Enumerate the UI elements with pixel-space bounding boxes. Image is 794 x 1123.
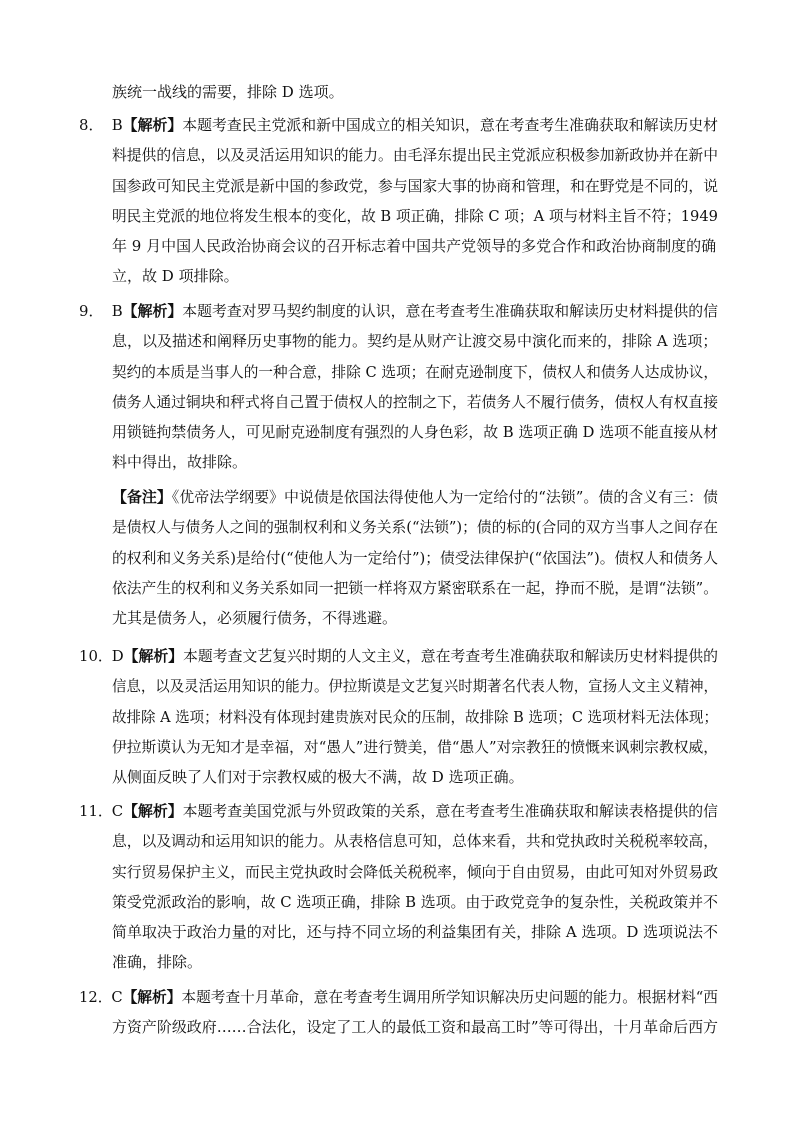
text-line [79, 826, 727, 856]
text-line [79, 417, 733, 447]
answer-12 [79, 982, 731, 1043]
text-line: 《优帝法学纲要》中说债是依国法得使他人为一定给付的“法锁”。债的含义有三：债 [171, 488, 719, 506]
text-line [79, 387, 733, 417]
text-line [79, 947, 727, 977]
text-line: 实行贸易保护主义，而民主党执政时会降低关税税率，倾向于自由贸易，由此可知对外贸易政 [112, 862, 718, 881]
text-line: 的权利和义务关系)是给付(“使他人为一定给付”)；债受法律保护(“依国法”)。债权人和债务人 [112, 548, 718, 567]
text-line [79, 326, 733, 356]
text-line [79, 702, 742, 732]
answer-letter: C [111, 802, 124, 820]
answer-letter: B [111, 302, 123, 320]
text-line: 方资产阶级政府……合法化，设定了工人的最低工资和最高工时”等可得出，十月革命后西方 [112, 1018, 718, 1037]
text-line: 本题考查民主党派和新中国成立的相关知识，意在考查考生准确获取和解读历史材 [182, 116, 719, 134]
text-line [79, 447, 733, 477]
text-line: 立，故 D 项排除。 [112, 267, 239, 286]
text-line: 债务人通过铜块和秤式将自己置于债权人的控制之下，若债务人不履行债务，债权人有权直接 [112, 392, 718, 411]
text-line: 伊拉斯谟认为无知才是幸福，对“愚人”进行赞美，借“愚人”对宗教狂的愤慨来讽刺宗教权威， [112, 737, 718, 756]
analysis-tag: 【解析】 [123, 647, 184, 665]
q7-continuation [112, 77, 344, 107]
answer-9 [79, 296, 733, 478]
text-line: 国参政可知民主党派是新中国的参政党，参与国家大事的协商和管理，和在野党是不同的，说 [112, 176, 718, 195]
text-line: 本题考查文艺复兴时期的人文主义，意在考查考生准确获取和解读历史材料提供的 [183, 647, 719, 665]
answer-letter: B [111, 116, 123, 134]
text-line: 息，以及调动和运用知识的能力。从表格信息可知，总体来看，共和党执政时关税税率较高， [112, 832, 718, 851]
text-line: 简单取决于政治力量的对比，还与持不同立场的利益集团有关，排除 A 选项。D 选项说法不 [112, 923, 718, 942]
analysis-tag: 【解析】 [122, 988, 182, 1006]
text-line [79, 917, 727, 947]
text-line [79, 140, 732, 170]
text-line [79, 732, 742, 762]
text-line: 故排除 A 选项；材料没有体现封建贵族对民众的压制，故排除 B 选项；C 选项材料无法体现； [112, 707, 718, 726]
text-line: 尤其是债务人，必须履行债务，不得逃避。 [112, 609, 398, 628]
text-line: 用锁链拘禁债务人，可见耐克逊制度有强烈的人身色彩，故 B 选项正确 D 选项不能直接从材 [112, 423, 718, 442]
question-number: 12． [79, 988, 113, 1006]
text-line: 本题考查十月革命，意在考查考生调用所学知识解决历史问题的能力。根据材料“西 [181, 988, 718, 1006]
text-line: 策受党派政治的影响，故 C 选项正确，排除 B 选项。由于政党竞争的复杂性，关税政策并不 [112, 892, 718, 911]
text-line: 本题考查美国党派与外贸政策的关系，意在考查考生准确获取和解读表格提供的信 [182, 802, 718, 820]
text-line [79, 231, 732, 261]
question-number: 9． [79, 302, 104, 320]
text-line: 是债权人与债务人之间的强制权利和义务关系(“法锁”)；债的标的(合同的双方当事人之间存在 [112, 518, 718, 537]
text-line [79, 887, 727, 917]
text-line: 准确，排除。 [112, 953, 203, 972]
text-line: 从侧面反映了人们对于宗教权威的极大不满，故 D 选项正确。 [112, 768, 524, 787]
text-line [79, 857, 727, 887]
question-number: 8． [79, 116, 104, 134]
text-line [79, 296, 733, 326]
text-line [79, 982, 731, 1012]
text-line [79, 641, 742, 671]
text-line: 料提供的信息，以及灵活运用知识的能力。由毛泽东提出民主党派应积极参加新政协并在新中 [112, 146, 718, 165]
text-line [79, 1012, 731, 1042]
text-line [79, 201, 732, 231]
text-line [79, 762, 742, 792]
text-line: 契约的本质是当事人的一种合意，排除 C 选项；在耐克逊制度下，债权人和债务人达成协议， [112, 362, 718, 381]
answer-11 [79, 796, 727, 978]
text-line [79, 261, 732, 291]
answer-10 [79, 641, 742, 792]
text-line: 族统一战线的需要，排除 D 选项。 [112, 83, 344, 101]
text-line: 明民主党派的地位将发生根本的变化，故 B 项正确，排除 C 项；A 项与材料主旨不符；1949 [112, 206, 718, 225]
analysis-tag: 【解析】 [122, 116, 183, 134]
answer-letter: D [111, 647, 124, 665]
text-line: 依法产生的权利和义务关系如同一把锁一样将双方紧密联系在一起，挣而不脱，是谓“法锁”。 [112, 578, 718, 597]
text-line [112, 482, 730, 512]
answer-letter: C [111, 988, 123, 1006]
text-line: 本题考查对罗马契约制度的认识，意在考查考生准确获取和解读历史材料提供的信 [182, 302, 719, 320]
text-line [79, 357, 733, 387]
answer-9-note [112, 482, 730, 633]
text-line [79, 671, 742, 701]
note-tag: 【备注】 [112, 488, 172, 506]
question-number: 10． [79, 647, 113, 665]
text-line: 信息，以及灵活运用知识的能力。伊拉斯谟是文艺复兴时期著名代表人物，宣扬人文主义精神， [112, 677, 718, 696]
analysis-tag: 【解析】 [122, 302, 183, 320]
text-line: 息，以及描述和阐释历史事物的能力。契约是从财产让渡交易中演化而来的，排除 A 选项； [112, 332, 718, 351]
text-line [79, 110, 732, 140]
text-line: 料中得出，故排除。 [112, 453, 248, 472]
text-line: 年 9 月中国人民政治协商会议的召开标志着中国共产党领导的多党合作和政治协商制度的确 [112, 237, 717, 256]
answer-8 [79, 110, 732, 292]
text-line [79, 796, 727, 826]
analysis-tag: 【解析】 [123, 802, 183, 820]
question-number: 11． [79, 802, 113, 820]
text-line [79, 171, 732, 201]
